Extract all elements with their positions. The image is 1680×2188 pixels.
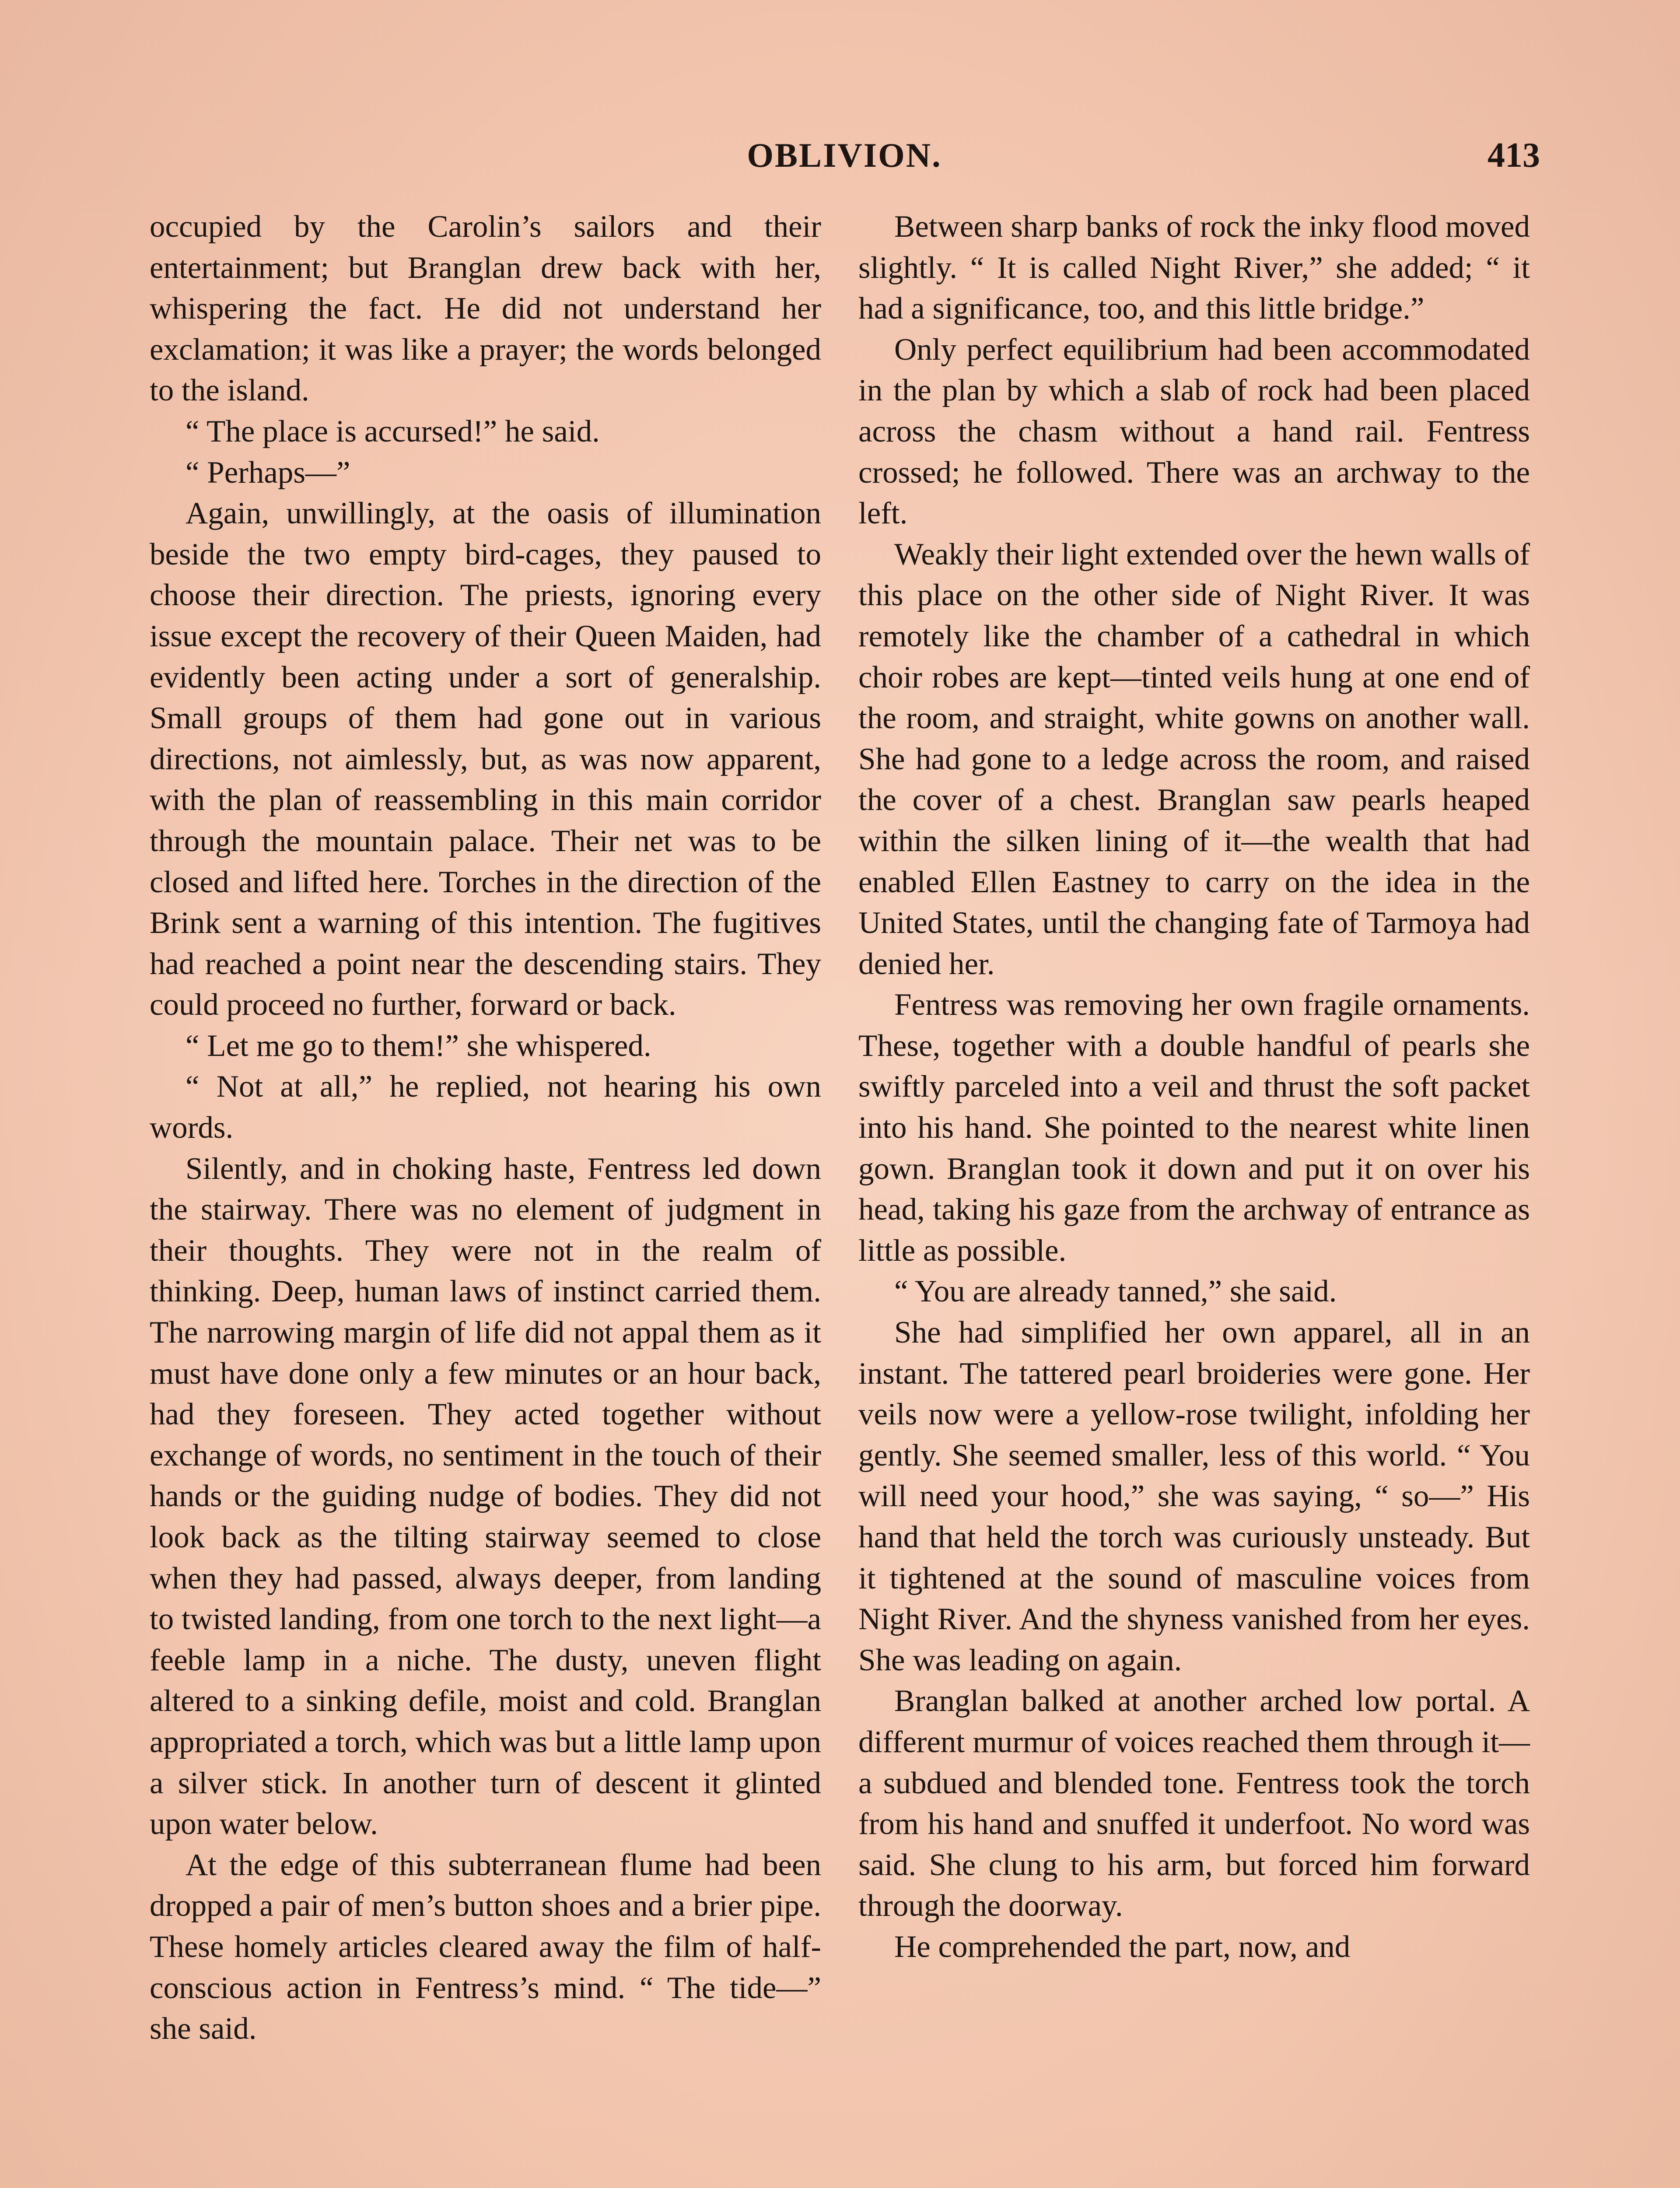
right-column xyxy=(858,207,1530,1968)
paragraph: “ Perhaps—” xyxy=(186,455,350,490)
paragraph: “ The place is accursed!” he said. xyxy=(186,414,600,449)
paragraph: Between sharp banks of rock the inky flood moved slightly. “ It is called Night River,” she added; “ it had a significance, too, and this little bridge.” xyxy=(858,210,1530,326)
paragraph: “ Not at all,” he replied, not hearing his own words. xyxy=(150,1069,821,1145)
paragraph: occupied by the Carolin’s sailors and their entertainment; but Branglan drew back with her, whispering the fact. He did not understand her exclamation; it was like a prayer; the words belonged to the island. xyxy=(150,210,821,408)
paragraph: She had simplified her own apparel, all in an instant. The tattered pearl broideries were gone. Her veils now were a yellow-rose twilight, infolding her gently. She seemed smaller, less of this world. “ You will need your hood,” she was saying, “ so—” His hand that held the torch was curiously unsteady. But it tightened at the sound of masculine voices from Night River. And the shyness vanished from her eyes. She was leading on again. xyxy=(858,1315,1530,1677)
paragraph: Silently, and in choking haste, Fentress led down the stairway. There was no element of judgment in their thoughts. They were not in the realm of thinking. Deep, human laws of instinct carried them. The narrowing margin of life did not appal them as it must have done only a few minutes or an hour back, had they foreseen. They acted together without exchange of words, no sentiment in the touch of their hands or the guiding nudge of bodies. They did not look back as the tilting stairway seemed to close when they had passed, always deeper, from landing to twisted landing, from one torch to the next light—a feeble lamp in a niche. The dusty, uneven flight altered to a sinking defile, moist and cold. Branglan appropriated a torch, which was but a little lamp upon a silver stick. In another turn of descent it glinted upon water below. xyxy=(150,1151,821,1841)
running-title: OBLIVION. xyxy=(747,136,942,174)
paragraph: “ You are already tanned,” she said. xyxy=(894,1274,1337,1309)
paragraph: “ Let me go to them!” she whispered. xyxy=(186,1028,651,1063)
paragraph: Only perfect equilibrium had been accommodated in the plan by which a slab of rock had been placed across the chasm without a hand rail. Fentress crossed; he followed. There was an archway to the left. xyxy=(858,332,1530,531)
paragraph: Fentress was removing her own fragile ornaments. These, together with a double handful of pearls she swiftly parceled into a veil and thrust the soft packet into his hand. She pointed to the nearest white linen gown. Branglan took it down and put it on over his head, taking his gaze from the archway of entrance as little as possible. xyxy=(858,988,1530,1268)
left-column xyxy=(150,207,821,2050)
paragraph: He comprehended the part, now, and xyxy=(894,1929,1351,1964)
paragraph: At the edge of this subterranean flume had been dropped a pair of men’s button shoes and a brier pipe. These homely articles cleared away the film of half-conscious action in Fentress’s mind. “ The tide—” she said. xyxy=(150,1848,821,2046)
paragraph: Weakly their light extended over the hewn walls of this place on the other side of Night River. It was remotely like the chamber of a cathedral in which choir robes are kept—tinted veils hung at one end of the room, and straight, white gowns on another wall. She had gone to a ledge across the room, and raised the cover of a chest. Branglan saw pearls heaped within the silken lining of it—the wealth that had enabled Ellen Eastney to carry on the idea in the United States, until the changing fate of Tarmoya had denied her. xyxy=(858,537,1530,981)
paragraph: Again, unwillingly, at the oasis of illumination beside the two empty bird-cages, they paused to choose their direction. The priests, ignoring every issue except the recovery of their Queen Maiden, had evidently been acting under a sort of generalship. Small groups of them had gone out in various directions, not aimlessly, but, as was now apparent, with the plan of reassembling in this main corridor through the mountain palace. Their net was to be closed and lifted here. Torches in the direction of the Brink sent a warning of this intention. The fugitives had reached a point near the descending stairs. They could proceed no further, forward or back. xyxy=(150,496,821,1022)
paragraph: Branglan balked at another arched low portal. A different murmur of voices reached them through it—a subdued and blended tone. Fentress took the torch from his hand and snuffed it underfoot. No word was said. She clung to his arm, but forced him forward through the doorway. xyxy=(858,1684,1530,1923)
page-header xyxy=(149,131,1540,179)
page-number: 413 xyxy=(1488,136,1540,175)
